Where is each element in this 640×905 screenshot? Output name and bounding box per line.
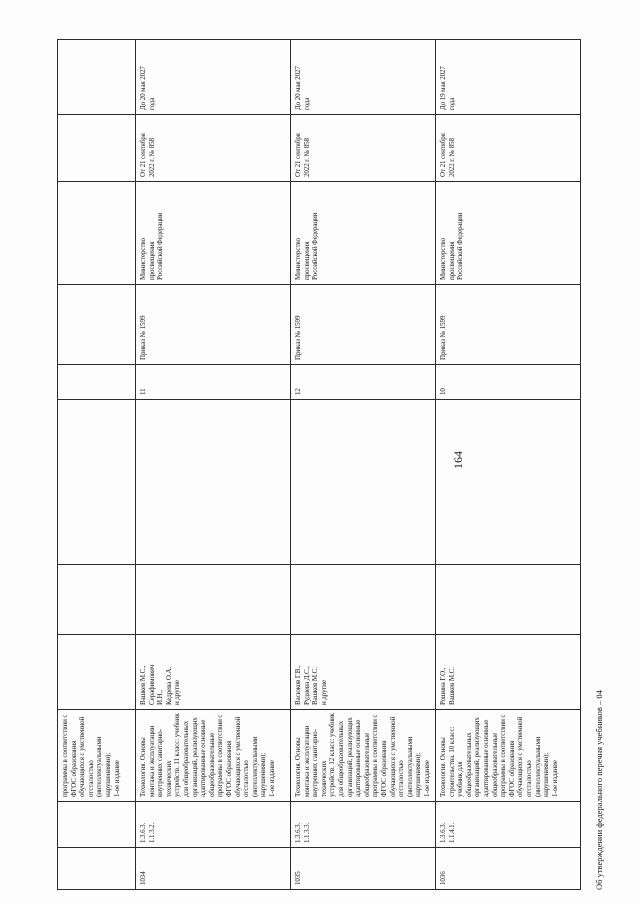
grade-cell: 10	[436, 365, 581, 400]
grade-cell	[58, 365, 136, 400]
empty-cell	[436, 565, 581, 635]
order-cell	[58, 285, 136, 365]
ministry-cell: Министерство просвещения Российской Федерации	[291, 182, 436, 285]
number-cell	[58, 848, 136, 890]
number-cell: 1036	[436, 848, 581, 890]
order-cell: Приказ № 1599	[436, 285, 581, 365]
order-cell: Приказ № 1599	[291, 285, 436, 365]
code-cell	[58, 802, 136, 848]
code-cell: 1.3.6.3. 1.1.3.2.	[136, 802, 291, 848]
empty-cell	[58, 400, 136, 565]
code-cell: 1.3.6.3. 1.1.4.1.	[436, 802, 581, 848]
valid-until-cell: До 20 мая 2027 года	[136, 40, 291, 115]
number-cell: 1034	[136, 848, 291, 890]
page-number: 164	[451, 451, 465, 469]
number-cell: 1035	[291, 848, 436, 890]
approval-date-cell: От 21 сентября 2022 г. № 858	[291, 115, 436, 182]
textbook-list-table	[57, 39, 581, 890]
title-cell: Технология. Основы монтажа и эксплуатации внутренних санитарно-технических устройств. 12 класс: учебник для общеобразовательных организаций, реализующих адаптированные основные общеобразовательные программы в соответствии с ФГОС образования обучающихся с умственной отсталостью (интеллектуальными нарушениями); 1-ое издание	[291, 710, 436, 802]
title-cell: Технология. Основы строительства. 10 класс: учебник для общеобразовательных организаций, реализующих адаптированные основные общеобразовательные программы в соответствии с ФГОС образования обучающихся с умственной отсталостью (интеллектуальными нарушениями); 1-ое издание	[436, 710, 581, 802]
approval-date-cell: От 21 сентября 2022 г. № 858	[436, 115, 581, 182]
code-cell: 1.3.6.3. 1.1.3.3.	[291, 802, 436, 848]
grade-cell: 11	[136, 365, 291, 400]
empty-cell	[436, 400, 581, 565]
approval-date-cell	[58, 115, 136, 182]
title-cell: программы в соответствии с ФГОС образования обучающихся с умственной отсталостью (интеллектуальными нарушениями); 1-ое издание	[58, 710, 136, 802]
ministry-cell	[58, 182, 136, 285]
order-cell: Приказ № 1599	[136, 285, 291, 365]
empty-cell	[291, 400, 436, 565]
grade-cell: 12	[291, 365, 436, 400]
empty-cell	[136, 400, 291, 565]
empty-cell	[136, 565, 291, 635]
authors-cell: Васюков Г.В., Руднева Д.С., Вашкев М.С. и другие	[291, 635, 436, 710]
authors-cell: Вашкев М.С., Серафимович И.Н., Кедрева О.А. и другие	[136, 635, 291, 710]
ministry-cell: Министерство просвещения Российской Федерации	[436, 182, 581, 285]
ministry-cell: Министерство просвещения Российской Федерации	[136, 182, 291, 285]
table-row-1035	[291, 40, 436, 890]
document-footer: Об утверждении федерального перечня учебников – 04	[594, 690, 604, 890]
authors-cell	[58, 635, 136, 710]
approval-date-cell: От 21 сентября 2022 г. № 858	[136, 115, 291, 182]
valid-until-cell	[58, 40, 136, 115]
table-row-1034	[136, 40, 291, 890]
table-row-continuation	[58, 40, 136, 890]
valid-until-cell: До 20 мая 2027 года	[291, 40, 436, 115]
valid-until-cell: До 19 мая 2027 года	[436, 40, 581, 115]
title-cell: Технология. Основы монтажа и эксплуатации внутренних санитарно-технических устройств. 11 класс: учебник для общеобразовательных организаций, реализующих адаптированные основные общеобразовательные программы в соответствии с ФГОС образования обучающихся с умственной отсталостью (интеллектуальными нарушениями); 1-ое издание	[136, 710, 291, 802]
empty-cell	[291, 565, 436, 635]
empty-cell	[58, 565, 136, 635]
authors-cell: Рошина Г.О., Вашкев М.С.	[436, 635, 581, 710]
